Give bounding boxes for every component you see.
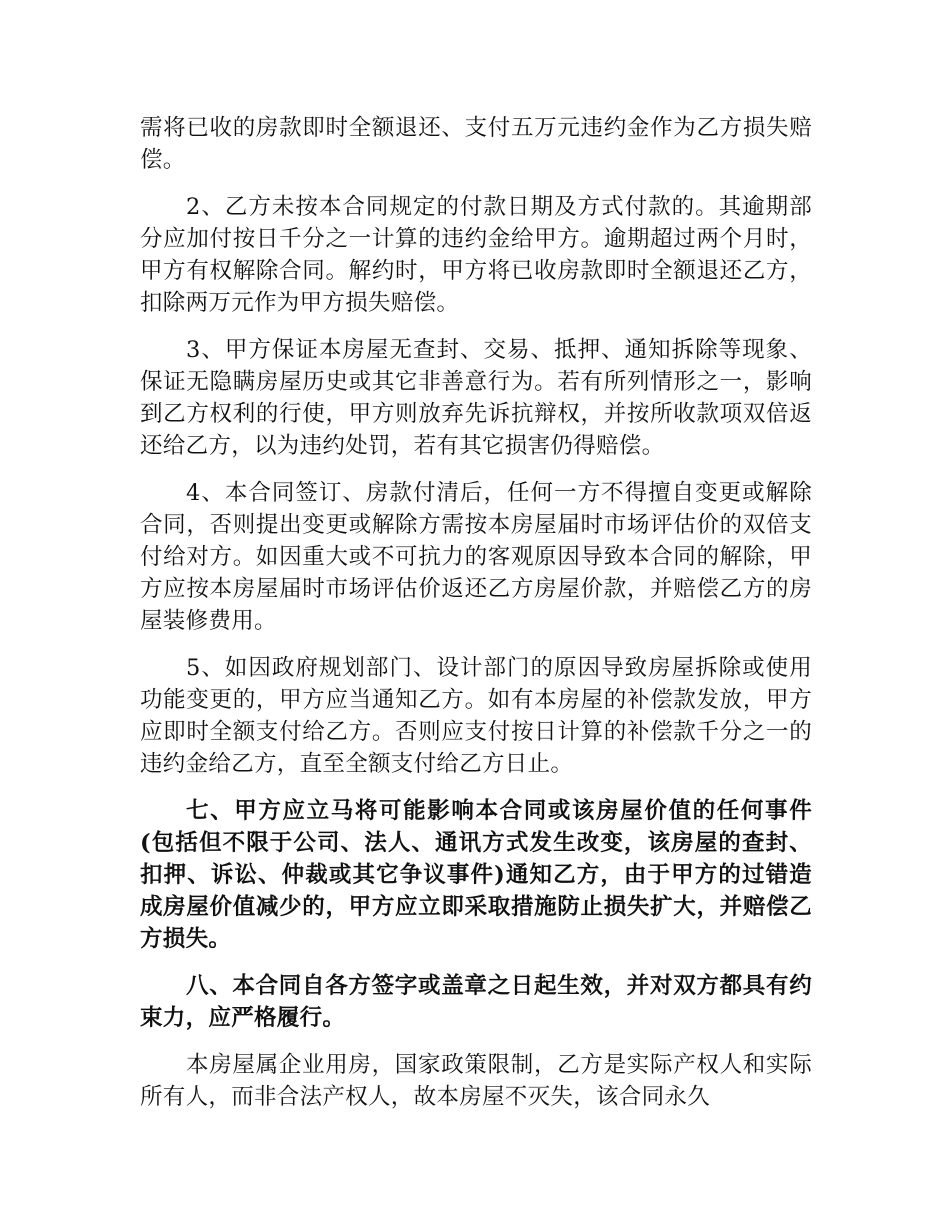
paragraph-refund-continuation: 需将已收的房款即时全额退还、支付五万元违约金作为乙方损失赔偿。 [140,115,812,173]
paragraph-clause-4: 4、本合同签订、房款付清后，任何一方不得擅自变更或解除合同，否则提出变更或解除方需按本房屋届时市场评估价的双倍支付给对方。如因重大或不可抗力的客观原因导致本合同的解除，甲方应按本房屋届时市场评估价返还乙方房屋价款，并赔偿乙方的房屋装修费用。 [140,480,812,634]
document-page [140,112,812,1128]
paragraph-clause-2: 2、乙方未按本合同规定的付款日期及方式付款的。其逾期部分应加付按日千分之一计算的违约金给甲方。逾期超过两个月时，甲方有权解除合同。解约时，甲方将已收房款即时全额退还乙方，扣除两万元作为甲方损失赔偿。 [140,194,812,316]
paragraph-section-8: 八、本合同自各方签字或盖章之日起生效，并对双方都具有约束力，应严格履行。 [140,973,812,1031]
paragraph-clause-5: 5、如因政府规划部门、设计部门的原因导致房屋拆除或使用功能变更的，甲方应当通知乙方。如有本房屋的补偿款发放，甲方应即时全额支付给乙方。否则应支付按日计算的补偿款千分之一的违约金给乙方，直至全额支付给乙方日止。 [140,655,812,777]
paragraph-property-note: 本房屋属企业用房，国家政策限制，乙方是实际产权人和实际所有人，而非合法产权人，故本房屋不灭失，该合同永久 [140,1052,812,1110]
paragraph-clause-3: 3、甲方保证本房屋无查封、交易、抵押、通知拆除等现象、保证无隐瞒房屋历史或其它非善意行为。若有所列情形之一，影响到乙方权利的行使，甲方则放弃先诉抗辩权，并按所收款项双倍返还给乙方，以为违约处罚，若有其它损害仍得赔偿。 [140,337,812,459]
paragraph-section-7: 七、甲方应立马将可能影响本合同或该房屋价值的任何事件(包括但不限于公司、法人、通讯方式发生改变，该房屋的查封、扣押、诉讼、仲裁或其它争议事件)通知乙方，由于甲方的过错造成房屋价值减少的，甲方应立即采取措施防止损失扩大，并赔偿乙方损失。 [140,798,812,952]
